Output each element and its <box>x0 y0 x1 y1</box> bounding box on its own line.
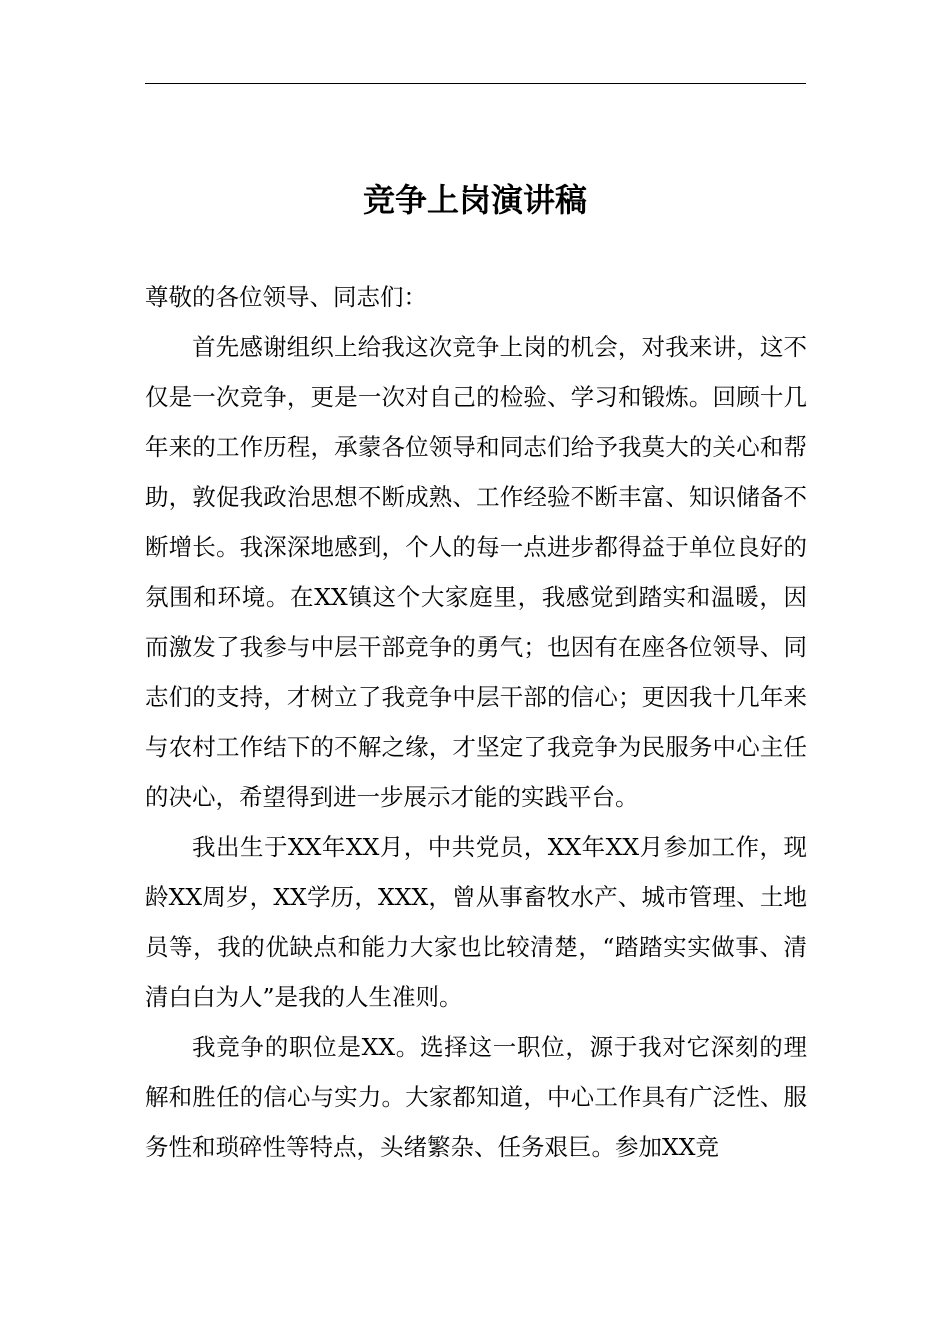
paragraph-3: 我竞争的职位是XX。选择这一职位，源于我对它深刻的理解和胜任的信心与实力。大家都知道，中心工作具有广泛性、服务性和琐碎性等特点，头绪繁杂、任务艰巨。参加XX竞 <box>145 1033 807 1161</box>
paragraph-2: 我出生于XX年XX月，中共党员，XX年XX月参加工作，现龄XX周岁，XX学历，XXX，曾从事畜牧水产、城市管理、土地员等，我的优缺点和能力大家也比较清楚，“踏踏实实做事、清清白白为人”是我的人生准则。 <box>145 833 807 1011</box>
header-rule <box>145 83 806 84</box>
document-body <box>145 272 807 1172</box>
page-title: 竞争上岗演讲稿 <box>362 181 587 219</box>
paragraph-1: 首先感谢组织上给我这次竞争上岗的机会，对我来讲，这不仅是一次竞争，更是一次对自己的检验、学习和锻炼。回顾十几年来的工作历程，承蒙各位领导和同志们给予我莫大的关心和帮助，敦促我政治思想不断成熟、工作经验不断丰富、知识储备不断增长。我深深地感到，个人的每一点进步都得益于单位良好的氛围和环境。在XX镇这个大家庭里，我感觉到踏实和温暖，因而激发了我参与中层干部竞争的勇气；也因有在座各位领导、同志们的支持，才树立了我竞争中层干部的信心；更因我十几年来与农村工作结下的不解之缘，才坚定了我竞争为民服务中心主任的决心，希望得到进一步展示才能的实践平台。 <box>145 333 807 811</box>
salutation: 尊敬的各位领导、同志们： <box>145 283 427 311</box>
